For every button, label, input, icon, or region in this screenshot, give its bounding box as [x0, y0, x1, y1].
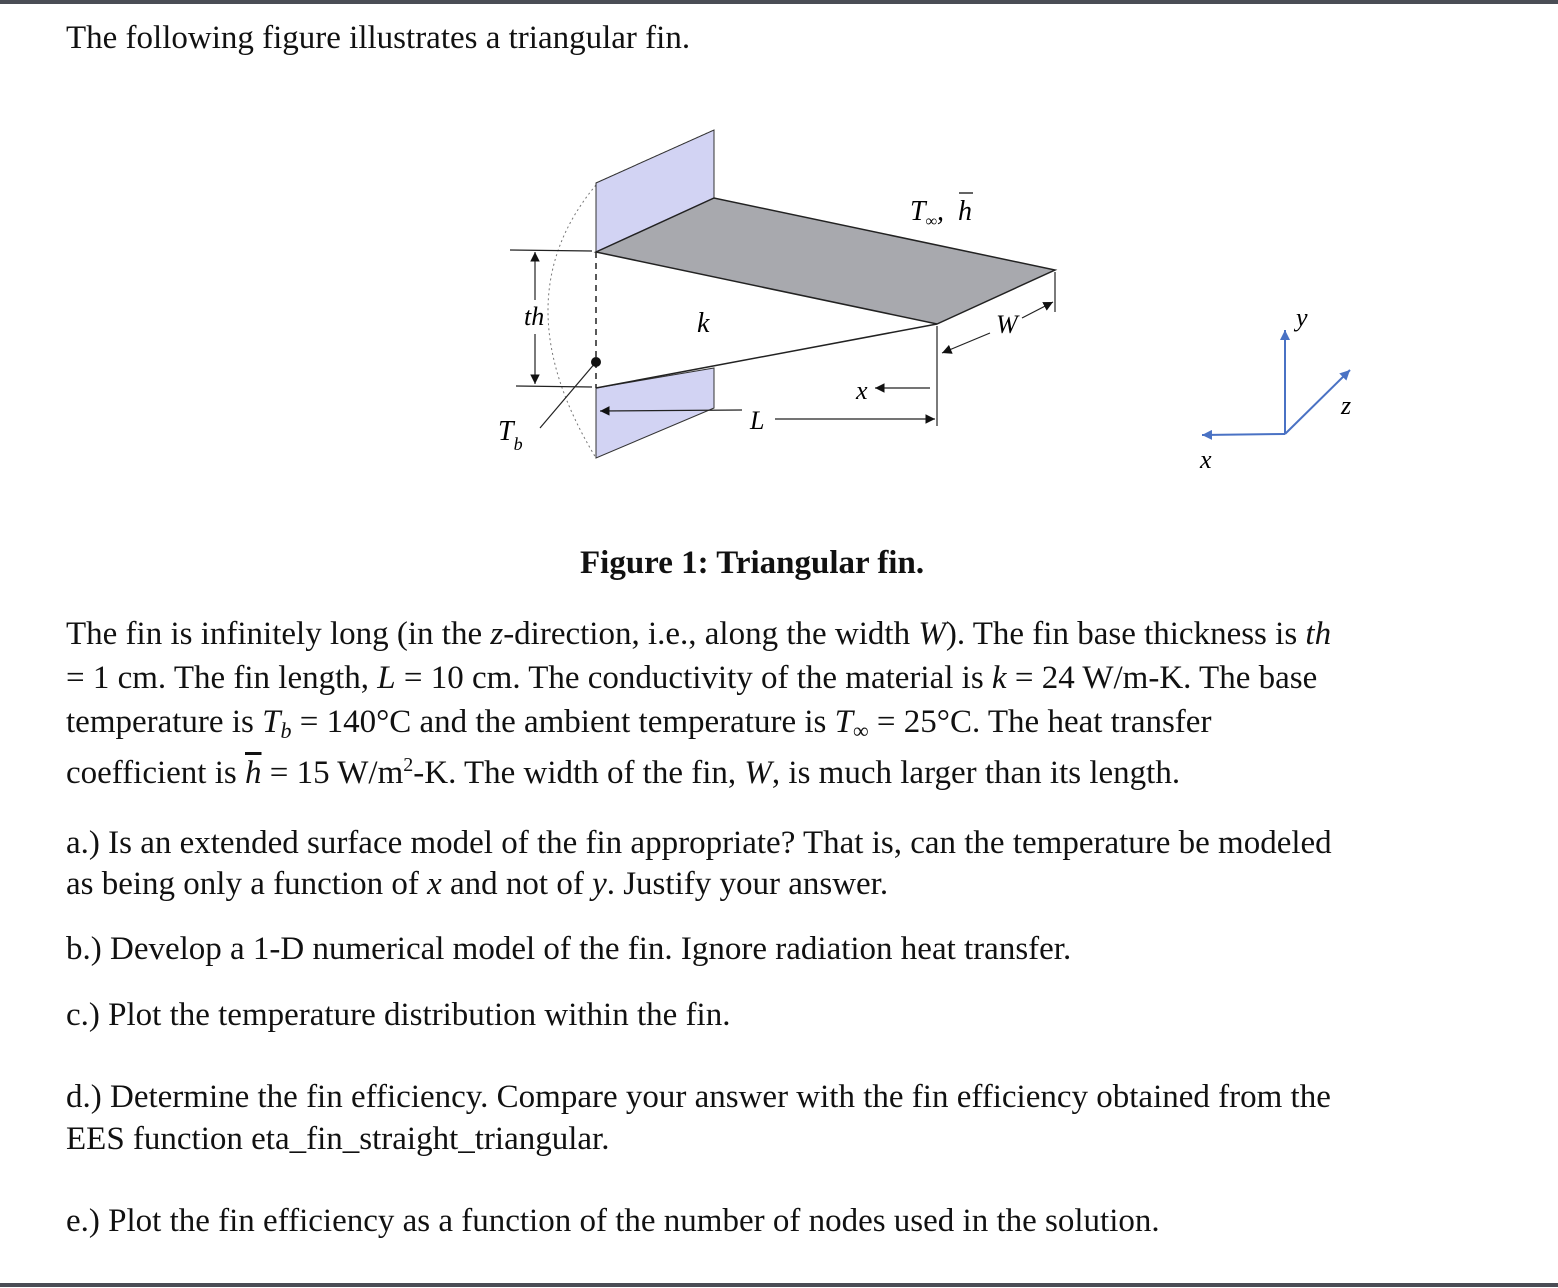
- question-e: e.) Plot the fin efficiency as a function of the number of nodes used in the solution.: [66, 1203, 1160, 1239]
- question-a-line-2: as being only a function of x and not of y. Justify your answer.: [66, 866, 889, 902]
- triangular-fin-figure: [0, 0, 1558, 520]
- axis-z-label: z: [1341, 391, 1352, 420]
- tb-leader: [540, 362, 596, 428]
- question-d-line-2: EES function eta_fin_straight_triangular.: [66, 1121, 610, 1157]
- paragraph-line-3: temperature is $T_b = 140^\circ C$ and the ambient temperature is $T_\infty = 25^\circ C$. The heat transfer: [66, 704, 1212, 743]
- t-inf-label: $T_\infty$,: [910, 196, 944, 230]
- question-b: b.) Develop a 1-D numerical model of the fin. Ignore radiation heat transfer.: [66, 931, 1072, 967]
- w-arrow-left: [942, 333, 990, 353]
- question-a-line-1: a.) Is an extended surface model of the fin appropriate? That is, can the temperature be modeled: [66, 825, 1332, 861]
- k-label: k: [697, 308, 710, 339]
- th-label: th: [524, 302, 545, 331]
- l-label: L: [750, 406, 765, 435]
- axis-y-label: y: [1296, 303, 1308, 332]
- question-c: c.) Plot the temperature distribution within the fin.: [66, 997, 731, 1033]
- fin-bottom-edge: [596, 324, 937, 388]
- x-label: x: [856, 376, 868, 405]
- tb-label: $T_b$: [498, 416, 523, 454]
- th-extension-top: [510, 250, 592, 251]
- bottom-border: [0, 1283, 1558, 1287]
- axis-x-arrow: [1202, 434, 1285, 435]
- w-arrow-right: [1022, 302, 1053, 318]
- intro-text: The following figure illustrates a triangular fin.: [66, 20, 691, 56]
- paragraph-line-1: The fin is infinitely long (in the z-direction, i.e., along the width W). The fin base thickness is th: [66, 616, 1332, 652]
- question-d-line-1: d.) Determine the fin efficiency. Compare your answer with the fin efficiency obtained from the: [66, 1079, 1331, 1115]
- w-label: W: [996, 310, 1018, 339]
- h-bar-label: h: [958, 196, 972, 227]
- paragraph-line-4: coefficient is $\overline{h} = 15$ $W/m^2-K$. The width of the fin, W, is much larger than its length.: [66, 754, 1181, 791]
- wall-outline-curve: [548, 185, 596, 458]
- axis-x-label: x: [1200, 445, 1212, 474]
- base-wall-lower: [596, 368, 714, 458]
- base-node-dot: [591, 357, 601, 367]
- paragraph-line-2: = 1 cm. The fin length, L = 10 cm. The conductivity of the material is k = 24 W/m-K. The base: [66, 660, 1318, 696]
- th-extension-bottom: [516, 386, 592, 387]
- figure-caption: Figure 1: Triangular fin.: [580, 545, 925, 581]
